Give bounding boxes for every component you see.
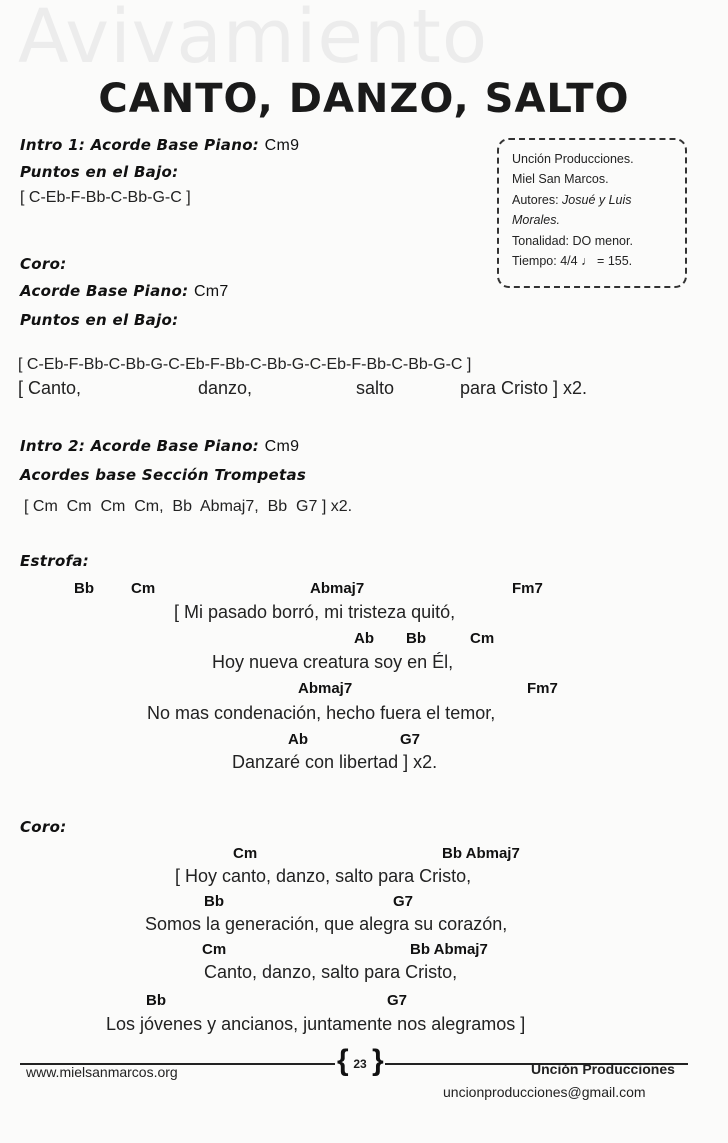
chord: Bb [146,992,166,1009]
intro1-chord: Cm9 [264,137,300,154]
page-number: 23 [353,1057,367,1071]
info-producer: Unción Producciones. [512,152,634,166]
chord: Abmaj7 [310,580,365,597]
info-tempo: Tiempo: 4/4 ♩ = 155. [512,254,633,268]
coro1-piano: Acorde Base Piano: Cm7 [20,282,229,300]
footer-website[interactable]: www.mielsanmarcos.org [26,1064,178,1080]
chord: Bb [406,630,426,647]
intro1-label: Intro 1: Acorde Base Piano: [20,136,260,154]
chord: Abmaj7 [298,680,353,697]
estrofa-line-2: Hoy nueva creatura soy en Él, [212,652,454,672]
chord: Fm7 [527,680,558,697]
left-brace-icon: { [337,1044,349,1077]
info-key: Tonalidad: DO menor. [512,234,633,248]
chord: G7 [393,893,414,910]
estrofa-line-3: No mas condenación, hecho fuera el temor, [147,703,496,723]
estrofa-line-1: [ Mi pasado borró, mi tristeza quitó, [174,602,456,622]
chord: Bb [74,580,94,597]
coro1-lyric-2: danzo, [198,378,253,398]
info-authors-cont: Morales. [512,213,560,227]
chord: Bb [204,893,224,910]
estrofa-heading: Estrofa: [20,552,90,570]
chord: Cm [131,580,156,597]
coro1-heading: Coro: [20,255,67,273]
chord: Ab [354,630,374,647]
chord: Bb Abmaj7 [410,941,488,958]
coro2-heading: Coro: [20,818,67,836]
footer-publisher: Unción Producciones [531,1061,675,1077]
intro1-heading [20,136,299,155]
coro1-lyric-1: [ Canto, [18,378,82,398]
intro2-trumpets-sequence: [ Cm Cm Cm Cm, Bb Abmaj7, Bb G7 ] x2. [24,498,353,515]
intro1-bass-label: Puntos en el Bajo: [20,163,179,181]
info-authors: Autores: Josué y Luis [512,193,632,207]
coro2-line-4: Los jóvenes y ancianos, juntamente nos alegramos ] [106,1014,526,1034]
intro2-heading: Intro 2: Acorde Base Piano: Cm9 [20,437,300,455]
watermark-text: Avivamiento [18,0,489,80]
coro1-bass-label: Puntos en el Bajo: [20,311,179,329]
intro2-trumpets-label: Acordes base Sección Trompetas [20,466,307,484]
chord: Bb Abmaj7 [442,845,520,862]
chord: G7 [387,992,408,1009]
coro2-line-1: [ Hoy canto, danzo, salto para Cristo, [175,866,472,886]
info-artist: Miel San Marcos. [512,172,609,186]
chord: Cm [202,941,227,958]
footer-email[interactable]: uncionproducciones@gmail.com [443,1084,646,1100]
coro1-lyric-4: para Cristo ] x2. [460,378,588,398]
chord: Cm [470,630,495,647]
chord: Cm [233,845,258,862]
coro1-bass-sequence: [ C-Eb-F-Bb-C-Bb-G-C-Eb-F-Bb-C-Bb-G-C-Eb-F-Bb-C-Bb-G-C ] [18,356,472,373]
quarter-note-icon: ♩ [581,254,594,268]
estrofa-line-4: Danzaré con libertad ] x2. [232,752,438,772]
chord: Fm7 [512,580,543,597]
chord: Ab [288,731,308,748]
coro1-lyric-3: salto [356,378,395,398]
coro2-line-2: Somos la generación, que alegra su corazón, [145,914,508,934]
chord: G7 [400,731,421,748]
intro1-bass-sequence: [ C-Eb-F-Bb-C-Bb-G-C ] [20,189,191,206]
coro2-line-3: Canto, danzo, salto para Cristo, [204,962,458,982]
song-title: CANTO, DANZO, SALTO [98,76,630,122]
right-brace-icon: } [372,1044,384,1077]
